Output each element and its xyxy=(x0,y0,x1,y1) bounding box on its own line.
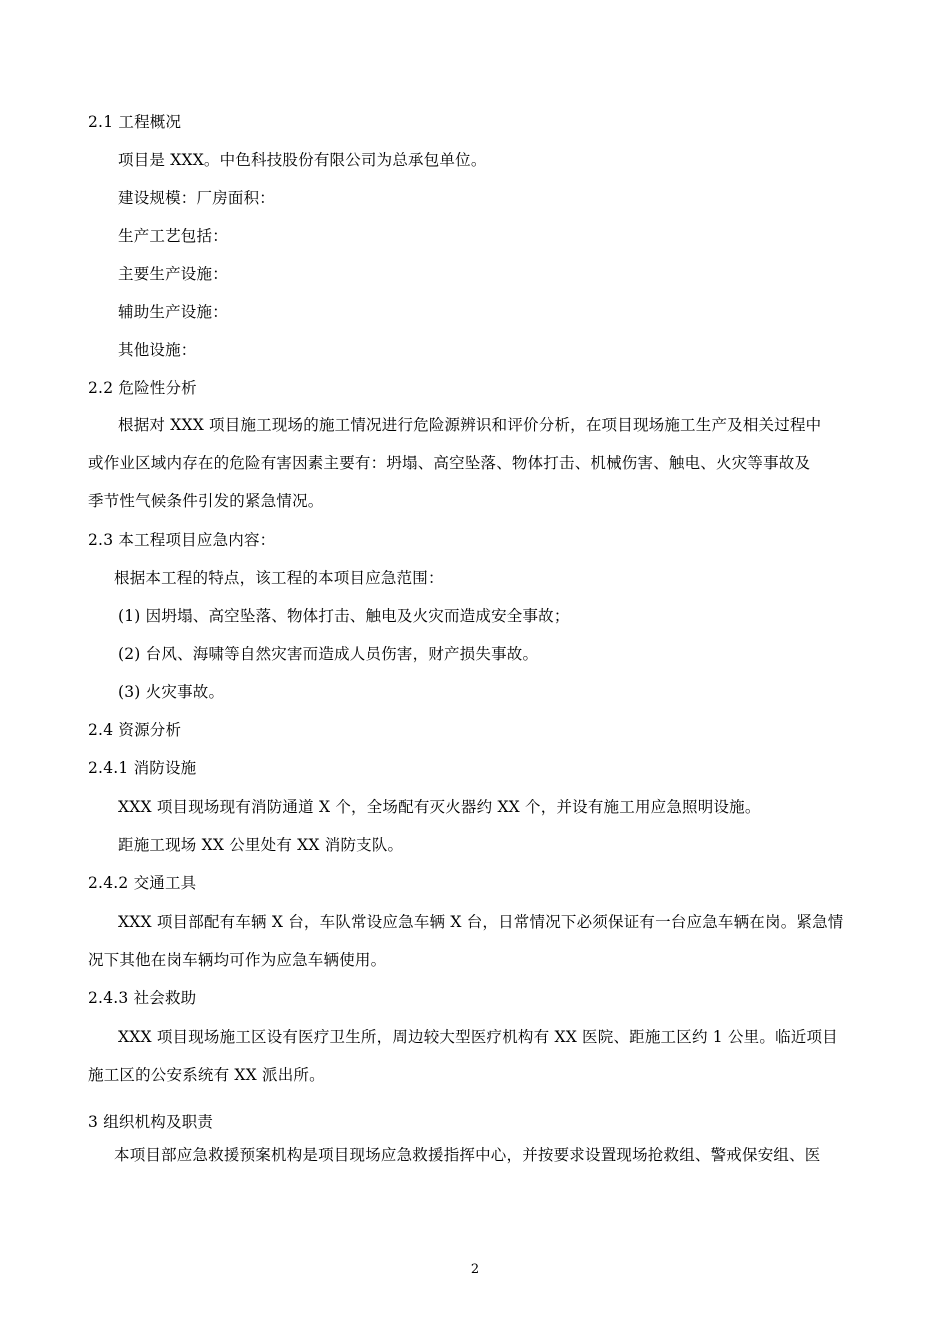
paragraph-line: 建设规模：厂房面积： xyxy=(118,189,276,207)
paragraph-line: 项目是 XXX。中色科技股份有限公司为总承包单位。 xyxy=(118,151,487,169)
paragraph-line: 生产工艺包括： xyxy=(118,227,228,245)
paragraph-line: 施工区的公安系统有 XX 派出所。 xyxy=(88,1066,325,1084)
paragraph-line: 主要生产设施： xyxy=(118,265,228,283)
paragraph-line: 或作业区域内存在的危险有害因素主要有：坍塌、高空坠落、物体打击、机械伤害、触电、火灾等事故及 xyxy=(88,454,811,472)
paragraph-line: 根据本工程的特点，该工程的本项目应急范围： xyxy=(114,569,444,587)
heading-2-4: 2.4 资源分析 xyxy=(88,721,182,739)
list-item: (3) 火灾事故。 xyxy=(118,683,225,701)
paragraph-line: 其他设施： xyxy=(118,341,197,359)
heading-2-4-3: 2.4.3 社会救助 xyxy=(88,989,197,1007)
list-item: (2) 台风、海啸等自然灾害而造成人员伤害，财产损失事故。 xyxy=(118,645,539,663)
heading-2-4-1: 2.4.1 消防设施 xyxy=(88,759,197,777)
heading-2-4-2: 2.4.2 交通工具 xyxy=(88,874,197,892)
heading-2-1: 2.1 工程概况 xyxy=(88,113,182,131)
paragraph-line: 根据对 XXX 项目施工现场的施工情况进行危险源辨识和评价分析，在项目现场施工生产及相关过程中 xyxy=(118,416,822,434)
paragraph-line: XXX 项目部配有车辆 X 台，车队常设应急车辆 X 台，日常情况下必须保证有一台应急车辆在岗。紧急情 xyxy=(118,913,844,931)
heading-2-3: 2.3 本工程项目应急内容： xyxy=(88,531,276,549)
paragraph-line: 本项目部应急救援预案机构是项目现场应急救援指挥中心，并按要求设置现场抢救组、警戒保安组、医 xyxy=(114,1146,821,1164)
paragraph-line: XXX 项目现场施工区设有医疗卫生所，周边较大型医疗机构有 XX 医院、距施工区约 1 公里。临近项目 xyxy=(118,1028,838,1046)
page-number: 2 xyxy=(470,1262,480,1277)
paragraph-line: 辅助生产设施： xyxy=(118,303,228,321)
heading-3: 3 组织机构及职责 xyxy=(88,1113,214,1131)
paragraph-line: 季节性气候条件引发的紧急情况。 xyxy=(88,492,324,510)
paragraph-line: XXX 项目现场现有消防通道 X 个，全场配有灭火器约 XX 个，并设有施工用应急照明设施。 xyxy=(118,798,761,816)
list-item: (1) 因坍塌、高空坠落、物体打击、触电及火灾而造成安全事故； xyxy=(118,607,570,625)
paragraph-line: 距施工现场 XX 公里处有 XX 消防支队。 xyxy=(118,836,404,854)
heading-2-2: 2.2 危险性分析 xyxy=(88,379,197,397)
paragraph-line: 况下其他在岗车辆均可作为应急车辆使用。 xyxy=(88,951,387,969)
